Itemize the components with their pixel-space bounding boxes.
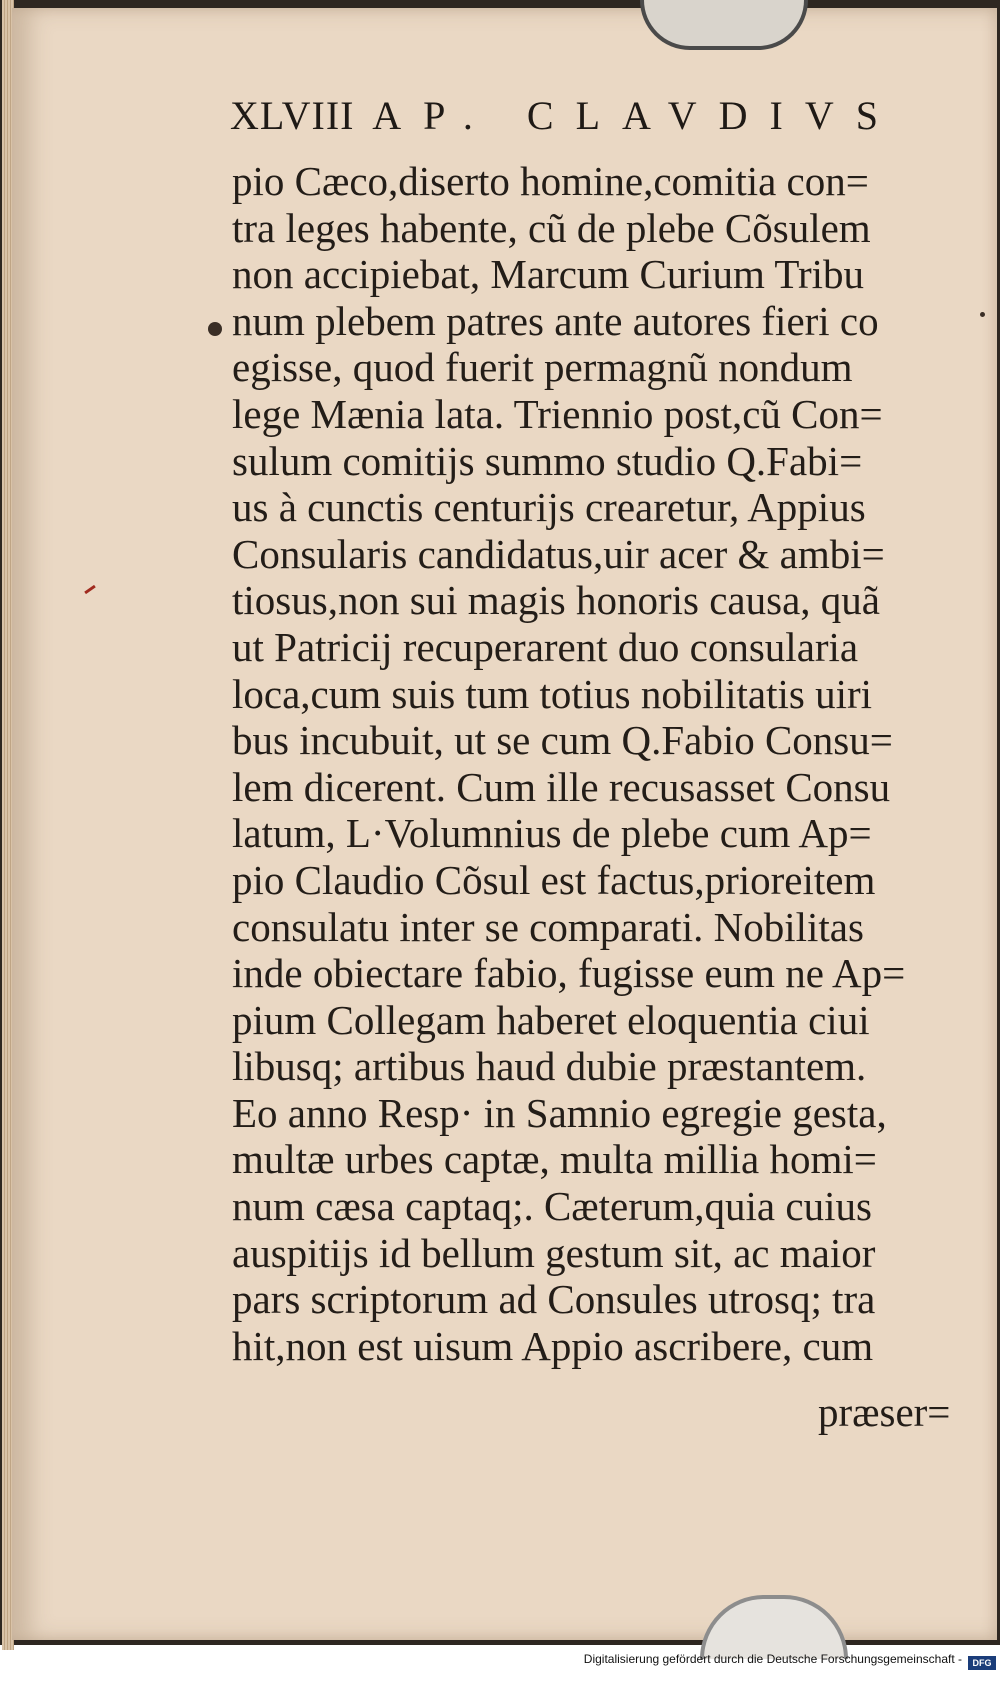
footer-credit-text: Digitalisierung gefördert durch die Deutsche Forschungsgemeinschaft - xyxy=(583,1652,962,1666)
text-line: tra leges habente, cũ de plebe Cõsulem xyxy=(232,204,871,251)
text-line: bus incubuit, ut se cum Q.Fabio Consu= xyxy=(232,717,893,764)
text-line: pio Claudio Cõsul est factus,prioreitem xyxy=(232,856,876,903)
text-line: auspitijs id bellum gestum sit, ac maior xyxy=(232,1229,876,1276)
text-line: consulatu inter se comparati. Nobilitas xyxy=(232,903,864,950)
running-header xyxy=(230,92,900,139)
catchword: præser= xyxy=(818,1389,951,1435)
text-line: multæ urbes captæ, multa millia homi= xyxy=(232,1136,877,1183)
text-line: non accipiebat, Marcum Curium Tribu xyxy=(232,251,864,298)
text-line: pio Cæco,diserto homine,comitia con= xyxy=(232,158,869,204)
text-line: loca,cum suis tum totius nobilitatis uiri xyxy=(232,670,873,717)
running-title: AP. CLAVDIVS xyxy=(372,93,900,138)
text-line: us à cunctis centurijs crearetur, Appius xyxy=(232,484,866,531)
margin-dot-icon xyxy=(980,312,985,317)
text-line: Eo anno Resp· in Samnio egregie gesta, xyxy=(232,1089,887,1136)
text-line: egisse, quod fuerit permagnũ nondum xyxy=(232,344,853,391)
text-line: libusq; artibus haud dubie præstantem. xyxy=(232,1043,867,1090)
text-line: pars scriptorum ad Consules utrosq; tra xyxy=(232,1276,876,1323)
body-text xyxy=(232,158,952,1369)
margin-bullet-icon xyxy=(208,322,222,336)
text-line: num cæsa captaq;. Cæterum,quia cuius xyxy=(232,1183,872,1230)
text-line: num plebem patres ante autores fieri co xyxy=(232,297,879,344)
text-line: inde obiectare fabio, fugisse eum ne Ap= xyxy=(232,950,906,997)
text-line: lege Mænia lata. Triennio post,cũ Con= xyxy=(232,390,883,437)
text-line: lem dicerent. Cum ille recusasset Consu xyxy=(232,763,891,810)
clip-top-icon xyxy=(640,0,808,50)
text-line: pium Collegam haberet eloquentia ciui xyxy=(232,996,870,1043)
folio-number: XLVIII xyxy=(230,93,355,138)
text-line: Consularis candidatus,uir acer & ambi= xyxy=(232,530,885,577)
text-line: tiosus,non sui magis honoris causa, quã xyxy=(232,577,880,624)
text-line: ut Patricij recuperarent duo consularia xyxy=(232,623,859,670)
footer-credit xyxy=(0,1652,1000,1676)
text-line: sulum comitijs summo studio Q.Fabi= xyxy=(232,437,863,484)
text-line: hit,non est uisum Appio ascribere, cum xyxy=(232,1322,874,1369)
dfg-logo: DFG xyxy=(968,1656,996,1670)
text-line: latum, L·Volumnius de plebe cum Ap= xyxy=(232,810,872,857)
